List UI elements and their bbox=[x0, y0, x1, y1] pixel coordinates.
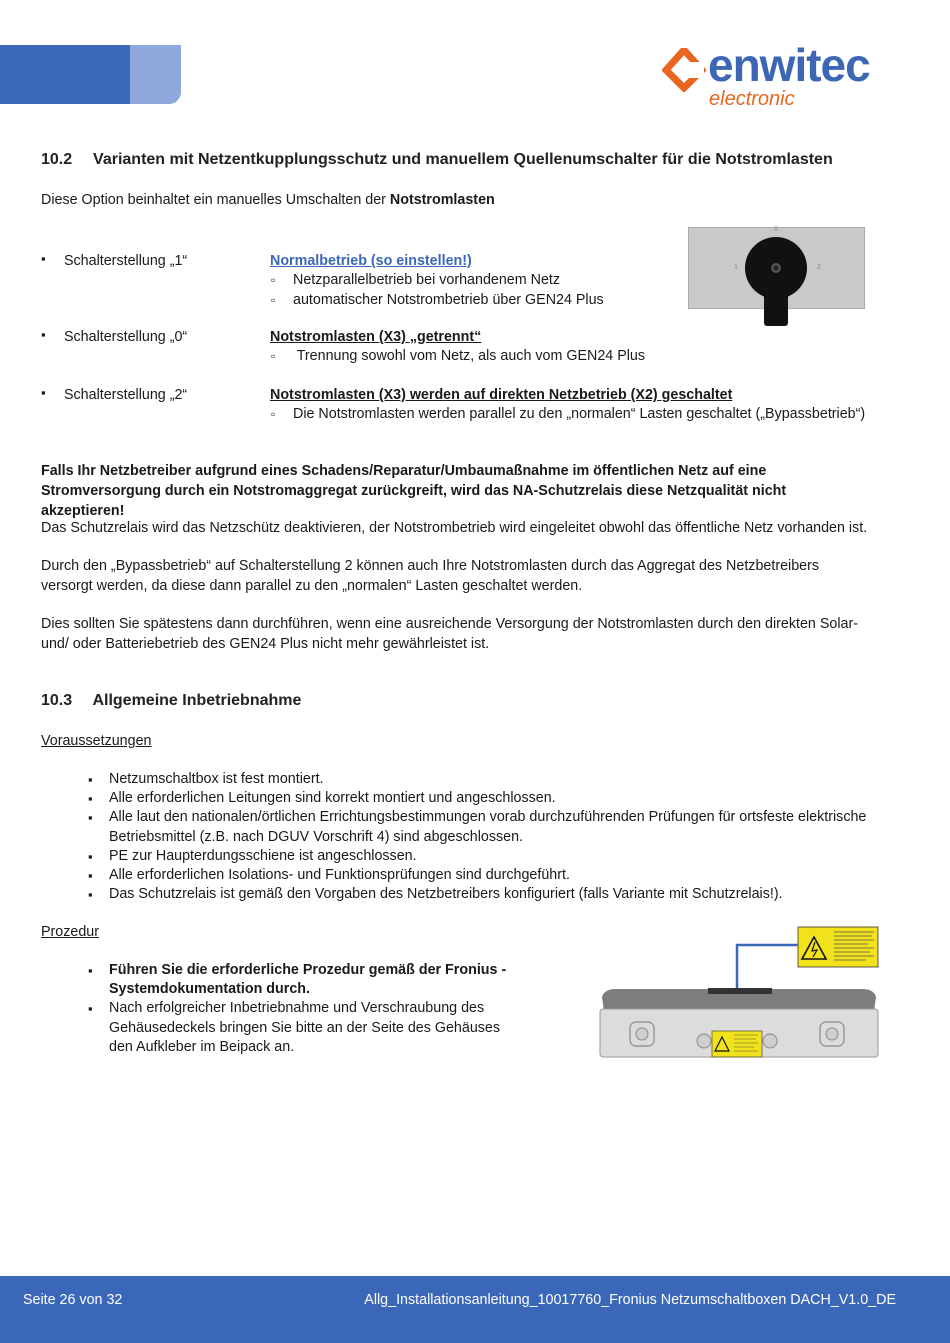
page-footer bbox=[0, 1276, 950, 1343]
list-item: ▪ Alle erforderlichen Leitungen sind korrekt montiert und angeschlossen. bbox=[88, 789, 868, 808]
section-number: 10.3 bbox=[41, 692, 73, 709]
list-item: ▪ Das Schutzrelais ist gemäß den Vorgaben des Netzbetreibers konfiguriert (falls Variante mit Schutzrelais!). bbox=[88, 885, 868, 904]
bullet: ▪ bbox=[41, 327, 46, 342]
section-title: Varianten mit Netzentkupplungsschutz und manuellem Quellenumschalter für die Notstromlasten bbox=[93, 151, 833, 168]
logo-diamond-icon bbox=[662, 48, 706, 92]
page-number: Seite 26 von 32 bbox=[23, 1292, 123, 1308]
position-heading: Notstromlasten (X3) werden auf direkten Netzbetrieb (X2) geschaltet bbox=[270, 387, 733, 403]
section-10-3-heading bbox=[41, 692, 301, 710]
intro-text: Diese Option beinhaltet ein manuelles Umschalten der bbox=[41, 192, 390, 208]
intro-bold: Notstromlasten bbox=[389, 192, 495, 208]
list-item: ▪ Netzumschaltbox ist fest montiert. bbox=[88, 770, 868, 789]
list-item: ▪ Alle laut den nationalen/örtlichen Errichtungsbestimmungen vorab durchzuführenden Prüfungen für ortsfeste elektrische Betriebsmittel (z.B. nach DGUV Vorschrift 4) sind abgeschlossen. bbox=[88, 808, 868, 846]
position-label: Schalterstellung „1“ bbox=[64, 253, 188, 269]
switch-label-0: 0 bbox=[774, 226, 778, 233]
list-item: ▪ Nach erfolgreicher Inbetriebnahme und Verschraubung des Gehäusedeckels bringen Sie bitte an der Seite des Gehäuses den Aufkleber im Beipack an. bbox=[88, 999, 508, 1057]
logo-word: enwitec bbox=[708, 39, 870, 91]
header-bar-dark bbox=[0, 45, 140, 104]
document-name: Allg_Installationsanleitung_10017760_Fronius Netzumschaltboxen DACH_V1.0_DE bbox=[364, 1292, 896, 1308]
prerequisites-heading: Voraussetzungen bbox=[41, 733, 152, 749]
paragraph-3: Dies sollten Sie spätestens dann durchführen, wenn eine ausreichende Versorgung der Notstromlasten durch den direkten Solar- und/ oder Batteriebetrieb des GEN24 Plus nicht mehr gewährleistet ist. bbox=[41, 616, 858, 652]
position-heading: Notstromlasten (X3) „getrennt“ bbox=[270, 329, 482, 345]
rotary-switch-image bbox=[688, 227, 865, 309]
logo-subtitle: electronic bbox=[709, 88, 795, 110]
list-item: ▪ Alle erforderlichen Isolations- und Funktionsprüfungen sind durchgeführt. bbox=[88, 866, 868, 885]
position-heading: Normalbetrieb (so einstellen!) bbox=[270, 253, 472, 269]
switch-label-1: 1 bbox=[734, 264, 738, 271]
section-10-2-heading bbox=[41, 151, 833, 169]
paragraph-2: Durch den „Bypassbetrieb“ auf Schalterstellung 2 können auch Ihre Notstromlasten durch das Aggregat des Netzbetreibers versorgt werden, da diese dann parallel zu den „normalen“ Lasten geschaltet werden. bbox=[41, 558, 820, 594]
paragraph-1: Das Schutzrelais wird das Netzschütz deaktivieren, der Notstrombetrieb wird eingeleitet obwohl das öffentliche Netz vorhanden ist. bbox=[41, 520, 868, 536]
header-bar-light bbox=[130, 45, 181, 104]
prerequisites-list bbox=[88, 770, 868, 904]
procedure-heading: Prozedur bbox=[41, 924, 100, 940]
position-label: Schalterstellung „2“ bbox=[64, 387, 188, 403]
position-item: ▫ Trennung sowohl vom Netz, als auch vom GEN24 Plus bbox=[271, 348, 646, 364]
switch-knob-icon bbox=[744, 235, 814, 335]
section-number: 10.2 bbox=[41, 151, 73, 168]
position-label: Schalterstellung „0“ bbox=[64, 329, 188, 345]
section-title: Allgemeine Inbetriebnahme bbox=[92, 692, 302, 709]
bullet: ▪ bbox=[41, 251, 46, 266]
enclosure-sticker-illustration bbox=[596, 925, 882, 1061]
list-item: ▪ Führen Sie die erforderliche Prozedur gemäß der Fronius - Systemdokumentation durch. bbox=[88, 961, 508, 999]
procedure-list bbox=[88, 961, 508, 1057]
enclosure-image bbox=[596, 925, 882, 1061]
position-item: ▫ Die Notstromlasten werden parallel zu den „normalen“ Lasten geschaltet („Bypassbetrieb“) bbox=[271, 406, 866, 422]
list-item: ▪ PE zur Haupterdungsschiene ist angeschlossen. bbox=[88, 847, 868, 866]
switch-label-2: 2 bbox=[817, 264, 821, 271]
intro-paragraph bbox=[41, 190, 495, 210]
position-item: ▫ Netzparallelbetrieb bei vorhandenem Netz bbox=[271, 272, 561, 288]
enwitec-logo bbox=[662, 38, 912, 118]
warning-paragraph: Falls Ihr Netzbetreiber aufgrund eines Schadens/Reparatur/Umbaumaßnahme im öffentlichen Netz auf eine Stromversorgung durch ein Notstromaggregat zurückgreift, wird das NA-Schutzrelais diese Netzqualität nicht akzeptieren! bbox=[41, 463, 787, 519]
bullet: ▪ bbox=[41, 385, 46, 400]
position-item: ▫ automatischer Notstrombetrieb über GEN24 Plus bbox=[271, 292, 604, 308]
